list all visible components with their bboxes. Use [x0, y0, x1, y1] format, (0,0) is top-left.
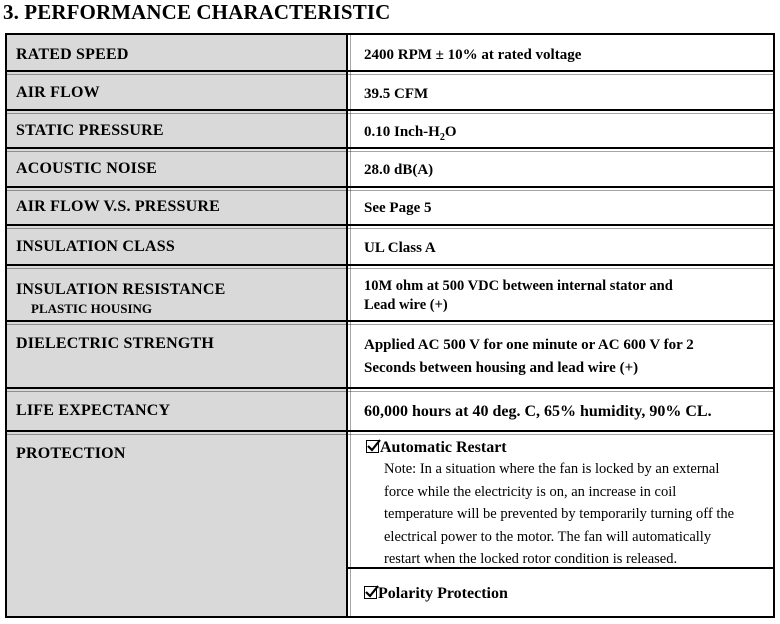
value-dielectric-strength-line1: Applied AC 500 V for one minute or AC 600 V for 2: [364, 337, 694, 353]
section-title: 3. PERFORMANCE CHARACTERISTIC: [3, 0, 391, 24]
value-dielectric-strength-line2: Seconds between housing and lead wire (+): [364, 360, 639, 376]
protection-item-automatic-restart: Automatic Restart: [366, 437, 507, 459]
label-insulation-class: INSULATION CLASS: [16, 238, 175, 255]
value-acoustic-noise: 28.0 dB(A): [364, 162, 434, 178]
label-air-flow-vs-pressure: AIR FLOW V.S. PRESSURE: [16, 198, 221, 215]
label-insulation-resistance: INSULATION RESISTANCE: [16, 281, 226, 298]
label-dielectric-strength: DIELECTRIC STRENGTH: [16, 335, 215, 352]
automatic-restart-note: Note: In a situation where the fan is locked by an external force while the electricity is on, an increase in coil temperature will be prevented by temporarily turning off the electrical power to the motor. The fan will automatically restart when the locked rotor condition is released.: [384, 461, 735, 567]
protection-item-polarity-protection: Polarity Protection: [364, 583, 508, 605]
label-acoustic-noise: ACOUSTIC NOISE: [16, 160, 158, 177]
value-insulation-class: UL Class A: [364, 240, 436, 256]
value-life-expectancy: 60,000 hours at 40 deg. C, 65% humidity, 90% CL.: [364, 403, 712, 420]
checkbox-checked-icon: [364, 586, 377, 599]
value-rated-speed: 2400 RPM ± 10% at rated voltage: [364, 47, 582, 63]
label-life-expectancy: LIFE EXPECTANCY: [16, 402, 171, 419]
value-air-flow: 39.5 CFM: [364, 86, 429, 102]
column-divider: [346, 35, 348, 616]
label-static-pressure: STATIC PRESSURE: [16, 122, 164, 139]
sublabel-plastic-housing: PLASTIC HOUSING: [31, 301, 152, 316]
value-air-flow-vs-pressure: See Page 5: [364, 200, 432, 216]
value-insulation-resistance-line1: 10M ohm at 500 VDC between internal stator and: [364, 278, 673, 294]
value-static-pressure: 0.10 Inch-$H_2O$: [364, 124, 457, 143]
value-insulation-resistance-line2: Lead wire (+): [364, 297, 448, 313]
label-air-flow: AIR FLOW: [16, 84, 100, 101]
label-protection: PROTECTION: [16, 445, 126, 462]
label-rated-speed: RATED SPEED: [16, 46, 129, 63]
spec-table: [5, 33, 775, 618]
checkbox-checked-icon: [366, 440, 379, 453]
